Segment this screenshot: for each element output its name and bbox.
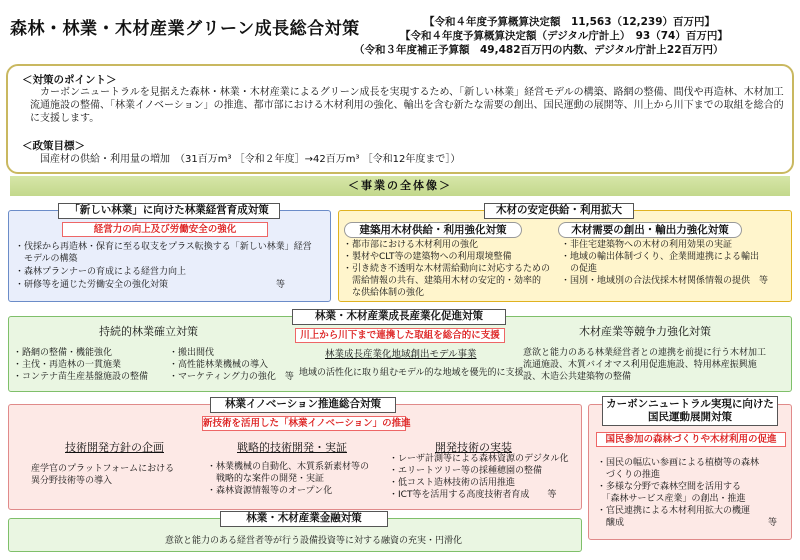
new-forestry-label: 「新しい林業」に向けた林業経営育成対策 — [58, 203, 280, 219]
carbon-item: 醸成 等 — [597, 518, 778, 528]
growth-left-item: ・コンテナ苗生産基盤施設の整備 — [13, 372, 149, 382]
growth-right-body: 流通施設、木質バイオマス利用促進施設、特用林産振興施 — [523, 360, 757, 370]
growth-left-title: 持続的林業確立対策 — [99, 325, 198, 338]
carbon-label — [602, 396, 778, 426]
growth-label: 林業・木材産業成長産業化促進対策 — [292, 309, 506, 325]
budget-line-1: 【令和４年度予算概算決定額 11,563（12,239）百万円】 — [424, 16, 716, 28]
supply-right-item: ・地域の輸出体制づくり、企業間連携による輸出 — [561, 252, 760, 262]
goal-heading: ＜政策目標＞ — [22, 140, 85, 152]
carbon-item: ・官民連携による木材利用拡大の機運 — [597, 506, 751, 516]
growth-left-item: ・路網の整備・機能強化 — [13, 348, 113, 358]
growth-center-title: 林業成長産業化地域創出モデル事業 — [325, 349, 477, 360]
innovation-col2-title: 戦略的技術開発・実証 — [237, 441, 347, 454]
innovation-col3-item: ・レーザ計測等による森林資源のデジタル化 — [389, 454, 569, 464]
supply-left-item: ・製材やCLT等の建築物への利用環境整備 — [343, 252, 512, 262]
innovation-label: 林業イノベーション推進総合対策 — [210, 397, 396, 413]
innovation-col3-item: ・エリートツリー等の採種穂園の整備 — [389, 466, 543, 476]
policy-points-box — [6, 64, 794, 174]
growth-center-body: 地域の活性化に取り組むモデル的な地域を優先的に支援 — [299, 368, 524, 378]
innovation-col3-item: ・ICT等を活用する高度技術者育成 等 — [389, 490, 557, 500]
growth-right-body: 設、木造公共建築物の整備 — [523, 372, 632, 382]
innovation-col3-title: 開発技術の実装 — [435, 441, 512, 454]
budget-line-3: （令和３年度補正予算額 49,482百万円の内数、デジタル庁計上22百万円） — [354, 44, 724, 56]
new-forestry-item: ・伐採から再造林・保育に至る収支をプラス転換する「新しい林業」経営 — [15, 242, 312, 252]
supply-right-item: ・国別・地域別の合法伐採木材関係情報の提供 等 — [561, 276, 769, 286]
carbon-label-line2: 国民運動展開対策 — [648, 411, 732, 423]
supply-right-title: 木材需要の創出・輸出力強化対策 — [558, 222, 742, 238]
innovation-col2-item: ・森林資源情報等のオープン化 — [207, 486, 333, 496]
supply-left-item: な供給体制の強化 — [343, 288, 425, 298]
growth-left-item: ・主伐・再造林の一貫施業 — [13, 360, 122, 370]
points-body: カーボンニュートラルを見据えた森林・林業・木材産業によるグリーン成長を実現するため、「新しい林業」経営モデルの構築、路網の整備、間伐や再造林、木材加工流通施設の整備、「林業イノベーション」の推進、都市部における木材利用の強化、輸出を含む新たな需要の創出、国民運動の展開等、川上から川下までの取組を総合的に支援します。 — [30, 87, 784, 124]
new-forestry-item: ・森林プランナーの育成による経営力向上 — [15, 267, 187, 277]
innovation-col2-item: ・林業機械の自動化、木質系新素材等の — [207, 462, 370, 472]
supply-left-title: 建築用木材供給・利用強化対策 — [344, 222, 522, 238]
growth-right-body: 意欲と能力のある林業経営者との連携を前提に行う木材加工 — [523, 348, 767, 358]
innovation-col1-title: 技術開発方針の企画 — [65, 441, 164, 454]
carbon-item: ・国民の幅広い参画による植樹等の森林 — [597, 458, 760, 468]
carbon-red-label: 国民参加の森林づくりや木材利用の促進 — [596, 432, 786, 447]
supply-right-item: の促進 — [561, 264, 598, 274]
supply-label: 木材の安定供給・利用拡大 — [484, 203, 634, 219]
innovation-col1-item: 異分野技術等の導入 — [31, 476, 113, 486]
carbon-label-line1: カーボンニュートラル実現に向けた — [606, 398, 774, 410]
budget-line-2: 【令和４年度予算概算決定額（デジタル庁計上） 93（74）百万円】 — [400, 30, 728, 42]
carbon-item: づくりの推進 — [597, 470, 661, 480]
new-forestry-item: ・研修等を通じた労働安全の強化対策 等 — [15, 280, 286, 290]
overview-band: ＜事業の全体像＞ — [10, 176, 790, 196]
innovation-col3-item: ・低コスト造林技術の活用推進 — [389, 478, 516, 488]
supply-right-item: ・非住宅建築物への木材の利用効果の実証 — [561, 240, 733, 250]
growth-left-item: ・搬出間伐 — [169, 348, 215, 358]
page-title: 森林・林業・木材産業グリーン成長総合対策 — [10, 19, 360, 39]
points-heading: ＜対策のポイント＞ — [22, 74, 117, 86]
innovation-col1-item: 産学官のプラットフォームにおける — [31, 464, 175, 474]
growth-red-label: 川上から川下まで連携した取組を総合的に支援 — [295, 328, 505, 343]
finance-label: 林業・木材産業金融対策 — [220, 511, 388, 527]
new-forestry-item: モデルの構築 — [15, 254, 78, 264]
supply-left-item: ・引き続き不透明な木材需給動向に対応するための — [343, 264, 551, 274]
goal-body: 国産材の供給・利用量の増加 （31百万m³ ［令和２年度］→42百万m³ ［令和12年度まで］） — [30, 154, 461, 165]
growth-right-title: 木材産業等競争力強化対策 — [579, 325, 711, 338]
carbon-item: 「森林サービス産業」の創出・推進 — [597, 494, 746, 504]
supply-left-item: 需給情報の共有、建築用木材の安定的・効率的 — [343, 276, 542, 286]
finance-body: 意欲と能力のある経営者等が行う設備投資等に対する融資の充実・円滑化 — [165, 536, 463, 546]
growth-left-item: ・高性能林業機械の導入 — [169, 360, 269, 370]
innovation-red-label: 新技術を活用した「林業イノベーション」の推進 — [203, 418, 411, 429]
carbon-item: ・多様な分野で森林空間を活用する — [597, 482, 742, 492]
supply-left-item: ・都市部における木材利用の強化 — [343, 240, 479, 250]
innovation-col2-item: 戦略的な案件の開発・実証 — [207, 474, 325, 484]
new-forestry-red-label: 経営力の向上及び労働安全の強化 — [62, 222, 268, 237]
growth-left-item: ・マーケティング力の強化 等 — [169, 372, 294, 382]
